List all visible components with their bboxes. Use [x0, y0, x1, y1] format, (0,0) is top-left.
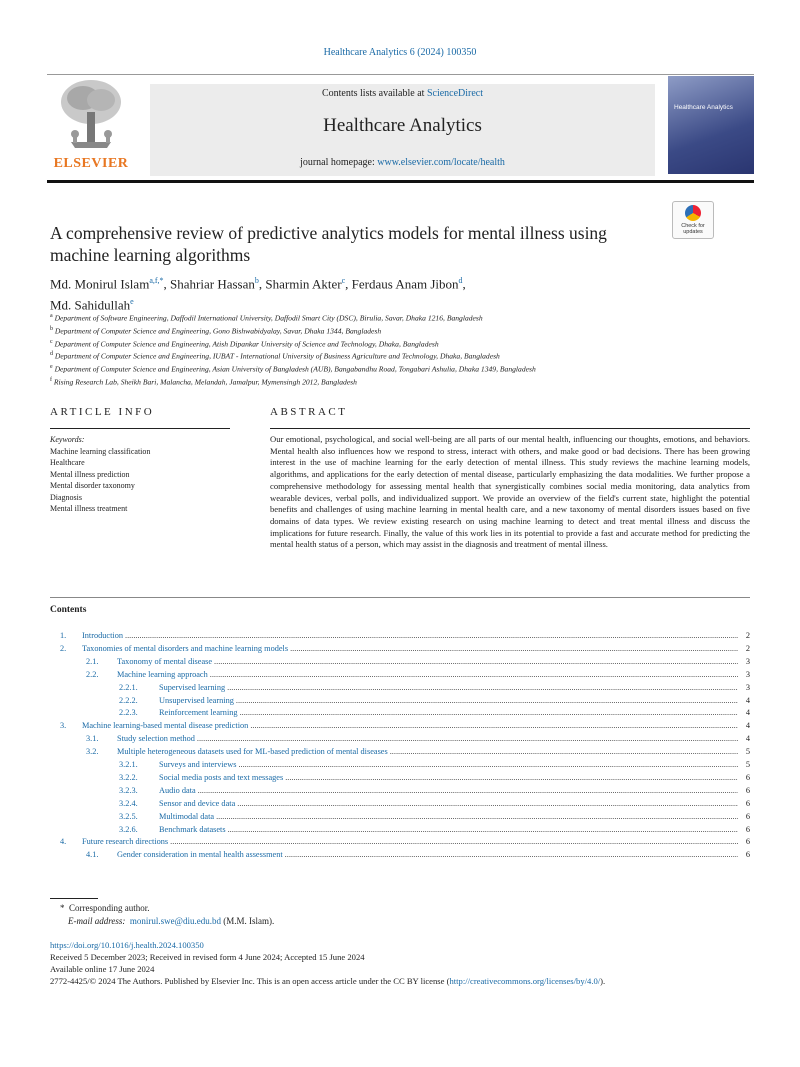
author-separator: , — [258, 276, 266, 292]
affiliation-item — [50, 337, 750, 350]
keyword-list — [50, 446, 240, 515]
footnote-rule — [50, 898, 98, 899]
toc-entry[interactable] — [0, 824, 800, 836]
author-affiliation-mark[interactable]: e — [130, 297, 134, 307]
toc-leader-dots — [236, 695, 738, 707]
affiliation-mark: c — [50, 338, 53, 345]
toc-leader-dots — [170, 836, 738, 848]
toc-section-link[interactable]: Supervised learning — [159, 682, 226, 692]
journal-homepage: journal homepage: www.elsevier.com/locate/health — [300, 157, 505, 168]
author-separator: , — [462, 276, 466, 292]
toc-section-link[interactable]: Multimodal data — [159, 811, 215, 821]
toc-section-link[interactable]: Reinforcement learning — [159, 708, 238, 718]
toc-section-link[interactable]: Future research directions — [82, 837, 169, 847]
email-suffix: (M.M. Islam). — [223, 916, 275, 926]
toc-leader-dots — [214, 656, 738, 668]
affiliation-item — [50, 311, 750, 324]
toc-section-number[interactable]: 3.2.2. — [119, 772, 138, 782]
toc-leader-dots — [197, 733, 738, 745]
toc-leader-dots — [228, 824, 738, 836]
toc-leader-dots — [125, 630, 738, 642]
toc-leader-dots — [198, 785, 738, 797]
toc-section-number[interactable]: 3.2.1. — [119, 760, 138, 769]
toc-section-link[interactable]: Taxonomies of mental disorders and machine learning models — [82, 643, 289, 653]
toc-entry[interactable] — [0, 811, 800, 823]
affiliation-text: Department of Computer Science and Engineering, Atish Dipankar University of Science and Technology, Dhaka, Bangladesh — [54, 339, 439, 349]
toc-section-number[interactable]: 2. — [60, 643, 67, 653]
toc-page-number: 3 — [745, 682, 750, 692]
affiliation-item — [50, 362, 750, 375]
toc-page-number: 6 — [745, 850, 750, 860]
toc-page-number: 3 — [745, 656, 750, 666]
toc-leader-dots — [240, 707, 738, 719]
toc-page-number: 5 — [745, 747, 750, 757]
doi-link[interactable]: https://doi.org/10.1016/j.health.2024.100350 — [50, 940, 204, 950]
toc-leader-dots — [227, 682, 738, 694]
available-online: Available online 17 June 2024 — [50, 964, 155, 974]
toc-entry[interactable] — [0, 836, 800, 848]
toc-entry[interactable] — [0, 772, 800, 784]
toc-entry[interactable] — [0, 746, 800, 758]
toc-section-number[interactable]: 1. — [60, 631, 67, 640]
toc-leader-dots — [216, 811, 738, 823]
keywords-label: Keywords: — [50, 435, 85, 444]
toc-leader-dots — [237, 798, 738, 810]
abstract-text: Our emotional, psychological, and social well-being are all parts of our mental health, influencing our thoughts, emotions, and behaviors. Mental health also influences how we respond to stress, interact with others, and make good or bad decisions. There has been growing interest in the use of machine learning for the early detection of mental illness. This study reviews the machine learning models, algorithms, and applications for the early detection of mental disease, particularly emphasizing the data modalities. We further propose a comprehensive methodology for assessing mental health that synergistically combines social media monitoring, data analytics from wearable devices, verbal polls, and individualized support. We provide an overview of the field's current state, highlight the potential benefits and challenges of using machine learning in mental health care, and a new taxonomy of mental disorders issues based on five domains of data types. We review existing research on using machine learning to detect and treat mental illness and discuss the implications for future research. Finally, the value of this work lies in its potential to provide a fast and accurate method for predicting the mental health status of a person, which may assist in the diagnosis and treatment of mental illness. — [270, 434, 750, 550]
toc-page-number: 6 — [745, 824, 750, 834]
journal-reference[interactable]: Healthcare Analytics 6 (2024) 100350 — [323, 47, 477, 58]
sciencedirect-link[interactable]: ScienceDirect — [426, 88, 484, 99]
toc-section-number[interactable]: 4. — [60, 837, 67, 847]
toc-section-link[interactable]: Machine learning approach — [117, 669, 208, 679]
toc-section-number[interactable]: 3.2.4. — [119, 798, 138, 808]
author-affiliation-mark[interactable]: a,f,* — [149, 276, 164, 285]
affiliation-list — [50, 311, 750, 388]
affiliation-mark: d — [50, 351, 53, 358]
toc-page-number: 4 — [745, 695, 750, 705]
toc-section-number[interactable]: 3.1. — [86, 734, 99, 744]
toc-section-number[interactable]: 4.1. — [86, 850, 99, 860]
toc-section-link[interactable]: Multiple heterogeneous datasets used for ML-based prediction of mental diseases — [117, 747, 388, 757]
author-affiliation-mark[interactable]: d — [458, 276, 463, 285]
corresponding-mark: * — [60, 903, 65, 913]
toc-section-link[interactable]: Sensor and device data — [159, 798, 236, 808]
author-name[interactable]: Shahriar Hassan — [170, 276, 255, 292]
article-info-rule — [50, 428, 230, 429]
toc-page-number: 6 — [745, 785, 750, 795]
author-affiliation-mark[interactable]: b — [254, 276, 259, 285]
check-for-updates-label: Check for updates — [681, 223, 705, 235]
affiliation-mark: e — [50, 364, 53, 371]
toc-section-link[interactable]: Study selection method — [117, 734, 195, 744]
email-link[interactable]: monirul.swe@diu.edu.bd — [129, 916, 221, 926]
toc-section-number[interactable]: 2.2. — [86, 669, 99, 679]
author-name[interactable]: Ferdaus Anam Jibon — [351, 276, 459, 292]
affiliation-item — [50, 349, 750, 362]
keyword-item: Machine learning classification — [50, 446, 151, 456]
article-title: A comprehensive review of predictive analytics models for mental illness using machine learning algorithms — [50, 223, 607, 265]
toc-section-number[interactable]: 3.2. — [86, 747, 99, 757]
keywords-block — [50, 434, 240, 515]
author-name[interactable]: Md. Sahidullah — [50, 297, 131, 313]
cover-title: Healthcare Analytics — [674, 104, 733, 111]
toc-entry[interactable] — [0, 785, 800, 797]
publisher-logo[interactable] — [47, 76, 135, 174]
license-statement: 2772-4425/© 2024 The Authors. Published by Elsevier Inc. This is an open access article under the CC BY license (http://creativecommons.org/licenses/by/4.0/). — [50, 976, 606, 986]
toc-section-number[interactable]: 3.2.5. — [119, 811, 138, 821]
toc-section-link[interactable]: Benchmark datasets — [159, 824, 226, 834]
keyword-item: Mental disorder taxonomy — [50, 481, 135, 490]
corresponding-text: Corresponding author. — [69, 903, 150, 913]
toc-page-number: 4 — [745, 721, 750, 731]
keyword-item: Healthcare — [50, 458, 85, 467]
affiliation-item — [50, 375, 750, 388]
toc-leader-dots — [390, 746, 738, 758]
header-bottom-rule — [47, 180, 754, 183]
affiliation-text: Rising Research Lab, Sheikh Bari, Malancha, Melandah, Jamalpur, Mymensingh 2012, Bangladesh — [53, 377, 357, 387]
keyword-item: Diagnosis — [50, 492, 82, 502]
toc-page-number: 3 — [745, 669, 750, 679]
affiliation-text: Department of Software Engineering, Daffodil International University, Daffodil Smart City (DSC), Birulia, Savar, Dhaka 1216, Bangladesh — [54, 313, 483, 323]
toc-page-number: 6 — [745, 811, 750, 821]
toc-page-number: 6 — [745, 772, 750, 782]
email-note — [68, 916, 274, 926]
toc-page-number: 5 — [745, 760, 750, 769]
contents-heading: Contents — [50, 605, 87, 615]
crossmark-icon — [685, 205, 701, 221]
toc-page-number: 4 — [745, 708, 750, 718]
toc-entry[interactable] — [0, 669, 800, 681]
toc-section-link[interactable]: Surveys and interviews — [159, 760, 237, 769]
author-separator: , — [163, 276, 171, 292]
toc-entry[interactable] — [0, 682, 800, 694]
keyword-item: Mental illness prediction — [50, 469, 130, 479]
toc-section-link[interactable]: Machine learning-based mental disease prediction — [82, 721, 249, 731]
abstract-rule — [270, 428, 750, 429]
toc-section-link[interactable]: Social media posts and text messages — [159, 772, 284, 782]
author-name[interactable]: Sharmin Akter — [265, 276, 342, 292]
toc-page-number: 2 — [745, 631, 750, 640]
affiliation-text: Department of Computer Science and Engineering, Asian University of Bangladesh (AUB), Bangabandhu Road, Tongabari Ashulia, Dhaka 1349, Bangladesh — [54, 364, 536, 374]
author-separator: , — [345, 276, 352, 292]
license-link[interactable]: http://creativecommons.org/licenses/by/4.0/ — [449, 976, 601, 986]
toc-section-link[interactable]: Unsupervised learning — [159, 695, 234, 705]
elsevier-tree-logo-icon — [53, 76, 129, 152]
author-list — [50, 272, 650, 315]
toc-page-number: 4 — [745, 734, 750, 744]
toc-section-link[interactable]: Introduction — [82, 631, 124, 640]
toc-section-number[interactable]: 2.2.1. — [119, 682, 138, 692]
toc-leader-dots — [290, 643, 738, 655]
toc-entry[interactable] — [0, 707, 800, 719]
toc-leader-dots — [250, 720, 738, 732]
keyword-item: Mental illness treatment — [50, 504, 128, 513]
toc-section-number[interactable]: 2.1. — [86, 656, 99, 666]
abstract-heading: ABSTRACT — [270, 406, 348, 418]
received-dates: Received 5 December 2023; Received in revised form 4 June 2024; Accepted 15 June 2024 — [50, 952, 365, 962]
toc-leader-dots — [285, 849, 738, 861]
toc-entry[interactable] — [0, 695, 800, 707]
toc-section-number[interactable]: 3.2.3. — [119, 785, 138, 795]
author-affiliation-mark[interactable]: c — [341, 276, 346, 285]
toc-section-number[interactable]: 2.2.2. — [119, 695, 138, 705]
toc-section-link[interactable]: Audio data — [159, 785, 196, 795]
toc-section-link[interactable]: Gender consideration in mental health assessment — [117, 850, 283, 860]
contents-availability: Contents lists available at ScienceDirect — [321, 88, 484, 99]
toc-entry[interactable] — [0, 656, 800, 668]
toc-section-number[interactable]: 2.2.3. — [119, 708, 138, 718]
toc-leader-dots — [210, 669, 738, 681]
toc-leader-dots — [285, 772, 738, 784]
affiliation-text: Department of Computer Science and Engineering, IUBAT - International University of Business Agriculture and Technology, Dhaka, Bangladesh — [54, 352, 500, 362]
affiliation-text: Department of Computer Science and Engineering, Gono Bishwabidyalay, Savar, Dhaka 1344, Bangladesh — [54, 326, 382, 336]
toc-entry[interactable] — [0, 630, 800, 642]
toc-entry[interactable] — [0, 849, 800, 861]
journal-cover-image[interactable] — [668, 76, 754, 174]
toc-page-number: 2 — [745, 643, 750, 653]
toc-page-number: 6 — [745, 837, 750, 847]
toc-section-number[interactable]: 3.2.6. — [119, 824, 138, 834]
journal-name: Healthcare Analytics — [323, 115, 482, 136]
affiliation-mark: a — [50, 313, 53, 319]
affiliation-item — [50, 324, 750, 337]
toc-entry[interactable] — [0, 759, 800, 771]
toc-section-number[interactable]: 3. — [60, 721, 67, 731]
check-for-updates-button[interactable] — [672, 201, 714, 239]
affiliation-mark: f — [50, 377, 52, 384]
toc-entry[interactable] — [0, 720, 800, 732]
homepage-link[interactable]: www.elsevier.com/locate/health — [377, 157, 505, 168]
email-label: E-mail address: — [68, 916, 126, 926]
toc-entry[interactable] — [0, 733, 800, 745]
corresponding-author-note — [60, 903, 150, 913]
author-name[interactable]: Md. Monirul Islam — [50, 276, 150, 292]
publisher-name: ELSEVIER — [53, 156, 129, 171]
toc-section-link[interactable]: Taxonomy of mental disease — [117, 656, 213, 666]
article-info-heading: ARTICLE INFO — [50, 406, 155, 418]
toc-page-number: 6 — [745, 798, 750, 808]
abstract-bottom-rule — [50, 597, 750, 598]
toc-entry[interactable] — [0, 643, 800, 655]
toc-leader-dots — [238, 759, 738, 771]
header-top-rule — [47, 74, 754, 75]
toc-entry[interactable] — [0, 798, 800, 810]
affiliation-mark: b — [50, 325, 53, 332]
